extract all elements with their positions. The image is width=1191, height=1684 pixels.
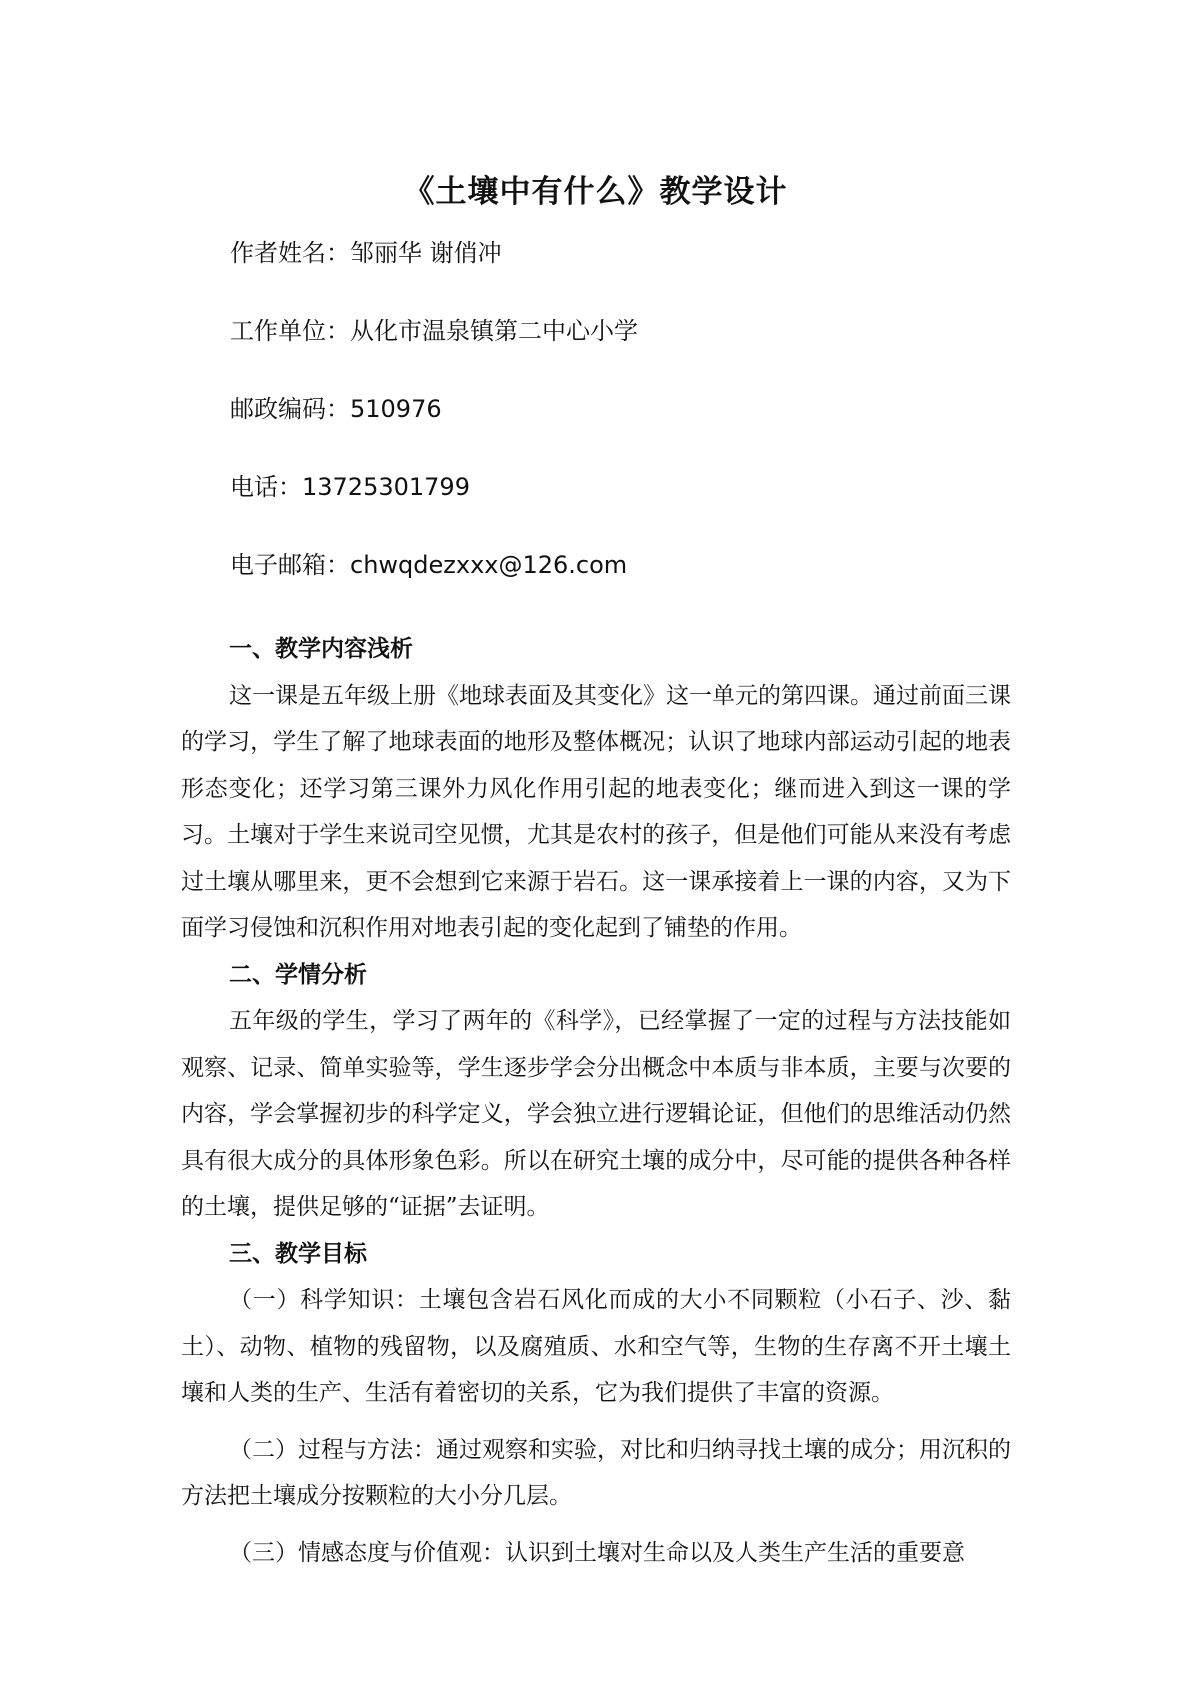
phone-line: 电话：13725301799 xyxy=(230,473,470,501)
paragraph-content-analysis: 这一课是五年级上册《地球表面及其变化》这一单元的第四课。通过前面三课的学习，学生了解了地球表面的地形及整体概况；认识了地球内部运动引起的地表形态变化；还学习第三课外力风化作用引起的地表变化；继而进入到这一课的学习。土壤对于学生来说司空见惯，尤其是农村的孩子，但是他们可能从来没有考虑过土壤从哪里来，更不会想到它来源于岩石。这一课承接着上一课的内容，又为下面学习侵蚀和沉积作用对地表引起的变化起到了铺垫的作用。 xyxy=(181,682,1011,941)
goal-science-knowledge: （一）科学知识：土壤包含岩石风化而成的大小不同颗粒（小石子、沙、黏土）、动物、植物的残留物，以及腐殖质、水和空气等，生物的生存离不开土壤土壤和人类的生产、生活有着密切的关系，它为我们提供了丰富的资源。 xyxy=(181,1287,1011,1406)
section-heading-teaching-goals: 三、教学目标 xyxy=(229,1240,367,1267)
goal-emotion-values: （三）情感态度与价值观：认识到土壤对生命以及人类生产生活的重要意 xyxy=(229,1539,965,1566)
document-title: 《土壤中有什么》教学设计 xyxy=(403,174,788,210)
author-line: 作者姓名：邹丽华 谢俏冲 xyxy=(230,239,502,267)
paragraph-student-analysis: 五年级的学生，学习了两年的《科学》，已经掌握了一定的过程与方法技能如观察、记录、简单实验等，学生逐步学会分出概念中本质与非本质，主要与次要的内容，学会掌握初步的科学定义，学会独立进行逻辑论证，但他们的思维活动仍然具有很大成分的具体形象色彩。所以在研究土壤的成分中，尽可能的提供各种各样的土壤，提供足够的“证据”去证明。 xyxy=(181,1008,1011,1220)
goal-process-method: （二）过程与方法：通过观察和实验，对比和归纳寻找土壤的成分；用沉积的方法把土壤成分按颗粒的大小分几层。 xyxy=(181,1436,1011,1509)
document-body xyxy=(181,626,1011,1576)
section-heading-student-analysis: 二、学情分析 xyxy=(229,961,367,988)
section-heading-content-analysis: 一、教学内容浅析 xyxy=(229,636,413,662)
email-line: 电子邮箱：chwqdezxxx@126.com xyxy=(230,551,628,579)
postcode-line: 邮政编码：510976 xyxy=(230,395,442,423)
work-unit-line: 工作单位：从化市温泉镇第二中心小学 xyxy=(230,317,638,345)
